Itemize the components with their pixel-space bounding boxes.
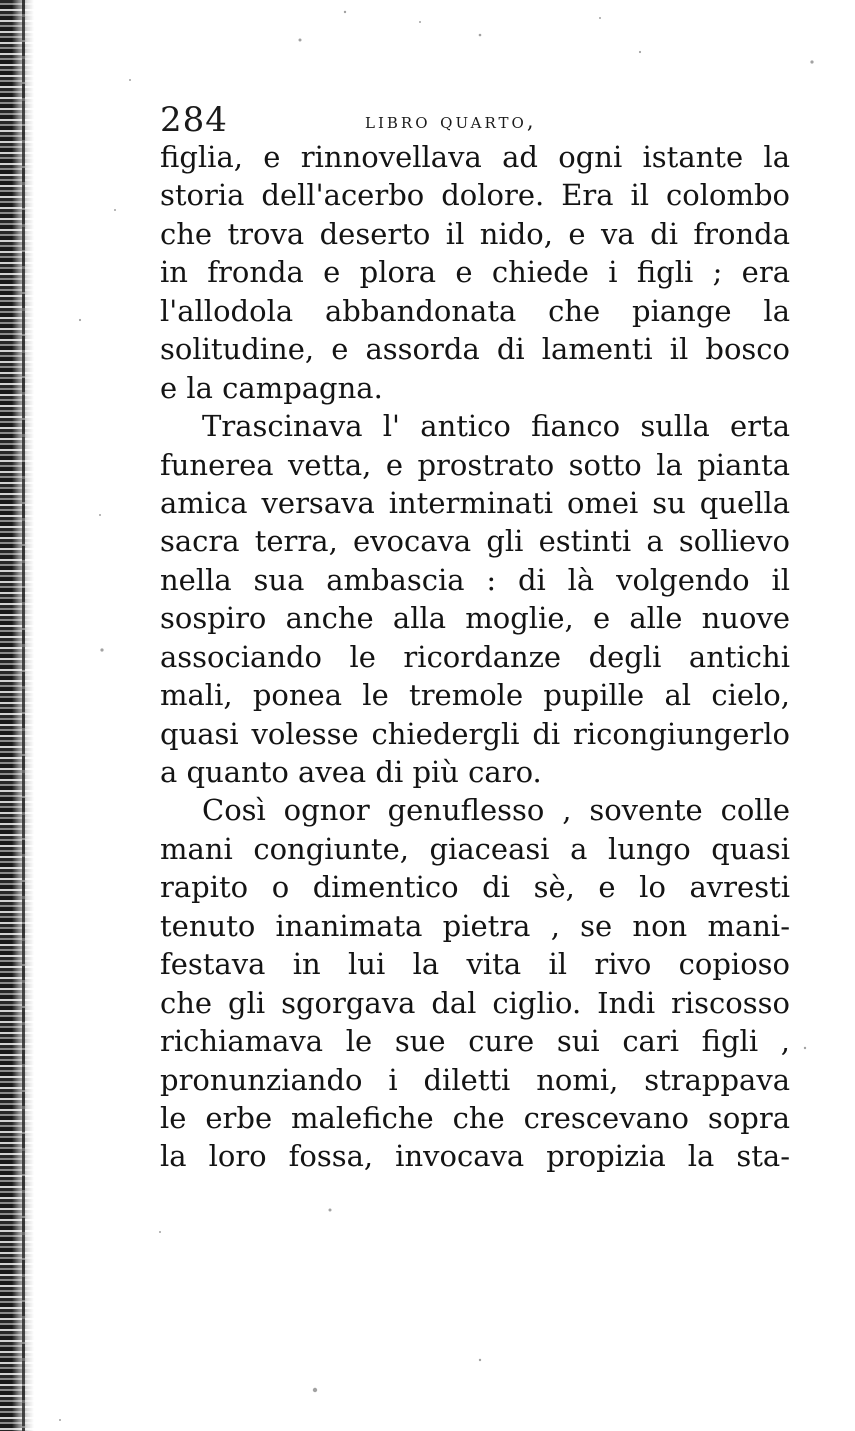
text-line: quasi volesse chiedergli di ricongiungerlo: [160, 716, 790, 751]
page-number: 284: [160, 100, 228, 140]
book-spine-edge: [22, 0, 25, 1431]
text-line: a quanto avea di più caro.: [160, 755, 542, 789]
text-line: Trascinava l' antico fianco sulla erta: [202, 409, 790, 444]
text-line: Così ognor genuflesso , sovente colle: [202, 793, 790, 828]
paragraph-3: [160, 791, 790, 1175]
text-line: le erbe malefiche che crescevano sopra: [160, 1100, 790, 1135]
text-line: la loro fossa, invocava propizia la sta-: [160, 1139, 790, 1174]
text-line: l'allodola abbandonata che piange la: [160, 293, 790, 328]
text-line: figlia, e rinnovellava ad ogni istante la: [160, 140, 790, 174]
text-line: sacra terra, evocava gli estinti a sollievo: [160, 524, 790, 559]
text-line: che trova deserto il nido, e va di fronda: [160, 216, 790, 251]
text-line: tenuto inanimata pietra , se non mani-: [160, 908, 790, 943]
text-line: associando le ricordanze degli antichi: [160, 639, 790, 674]
text-line: e la campagna.: [160, 370, 383, 405]
paragraph-1: [160, 138, 790, 407]
text-line: che gli sgorgava dal ciglio. Indi riscosso: [160, 985, 790, 1020]
text-line: mani congiunte, giaceasi a lungo quasi: [160, 831, 790, 866]
running-title: libro quarto,: [365, 109, 537, 133]
paragraph-2: [160, 407, 790, 791]
text-line: richiamava le sue cure sui cari figli ,: [160, 1024, 790, 1059]
text-line: rapito o dimentico di sè, e lo avresti: [160, 870, 790, 905]
text-line: in fronda e plora e chiede i figli ; era: [160, 255, 790, 290]
text-line: mali, ponea le tremole pupille al cielo,: [160, 678, 790, 713]
book-spine-shadow: [0, 0, 34, 1431]
text-line: solitudine, e assorda di lamenti il bosco: [160, 332, 790, 367]
text-line: storia dell'acerbo dolore. Era il colombo: [160, 178, 790, 213]
text-line: nella sua ambascia : di là volgendo il: [160, 562, 790, 597]
body-text: [160, 138, 790, 1176]
text-line: amica versava interminati omei su quella: [160, 485, 790, 520]
text-line: sospiro anche alla moglie, e alle nuove: [160, 601, 790, 636]
text-line: funerea vetta, e prostrato sotto la pianta: [160, 447, 790, 482]
text-line: pronunziando i diletti nomi, strappava: [160, 1062, 790, 1097]
text-line: festava in lui la vita il rivo copioso: [160, 947, 790, 982]
